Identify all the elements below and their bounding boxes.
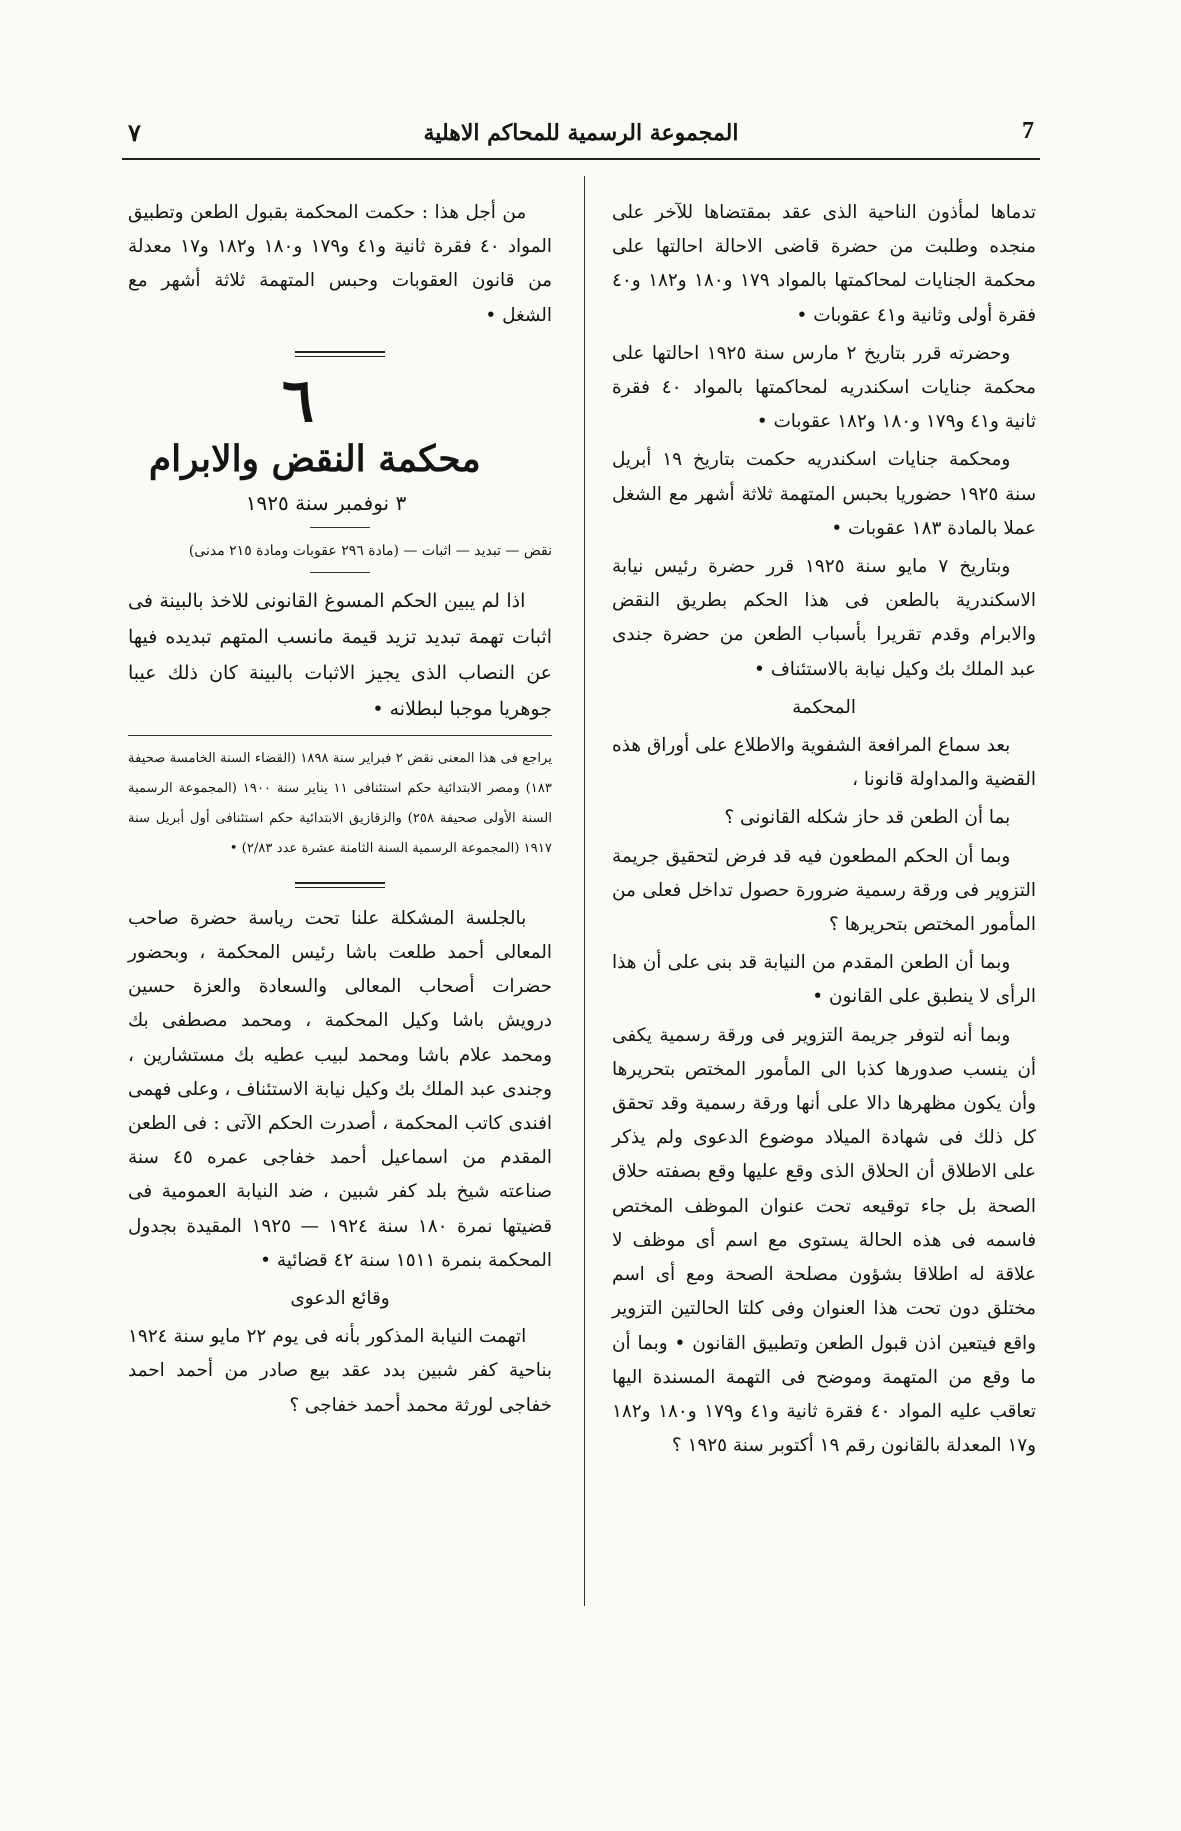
- paragraph: وبما أن الطعن المقدم من النيابة قد بنى على أن هذا الرأى لا ينطبق على القانون •: [612, 952, 1036, 1008]
- section-heading-facts: وقائع الدعوى: [290, 1288, 390, 1310]
- paragraph: ومحكمة جنايات اسكندريه حكمت بتاريخ ١٩ أبريل سنة ١٩٢٥ حضوريا بحبس المتهمة ثلاثة أشهر مع الشغل عملا بالمادة ١٨٣ عقوبات •: [612, 449, 1036, 539]
- footnote-rule: [128, 735, 552, 736]
- paragraph: بعد سماع المرافعة الشفوية والاطلاع على أوراق هذه القضية والمداولة قانونا ،: [612, 735, 1036, 791]
- column-divider: [584, 176, 585, 1606]
- paragraph: وبما أنه لتوفر جريمة التزوير فى ورقة رسمية يكفى أن ينسب صدورها كذبا الى المأمور المختص بتحريرها وأن يكون مظهرها دالا على أنها ورقة رسمية وقد تحقق كل ذلك فى شهادة الميلاد موضوع الدعوى ولم يذكر على الاطلاق أن الحلاق الذى وقع عليها وقع بصفته حلاق الصحة بل جاء توقيعه تحت عنوان الموظف المختص فاسمه فى هذه الحالة يستوى مع اسم أى موظف لا علاقة له اطلاقا بشؤون مصلحة الصحة ومع أى اسم مختلق دون تحت هذا العنوان وفى كلتا الحالتين التزوير واقع فيتعين اذن قبول الطعن وتطبيق القانون • وبما أن ما وقع من المتهمة وموضح فى التهمة المسندة اليها تعاقب عليه المواد ٤٠ فقرة ثانية و٤١ و١٧٩ و١٨٠ و١٨٢ و١٧ المعدلة بالقانون رقم ١٩ أكتوبر سنة ١٩٢٥ ؟: [612, 1024, 1036, 1457]
- case-number: ٦: [281, 365, 315, 436]
- page-number-arabic: ٧: [128, 118, 141, 147]
- paragraph: تدماها لمأذون الناحية الذى عقد بمقتضاها للآخر على منجده وطلبت من حضرة قاضى الاحالة احالتها على محكمة الجنايات لمحاكمتها بالمواد ١٧٩ و١٨٠ و١٨٢ و٤٠ فقرة أولى وثانية و٤١ عقوبات •: [612, 202, 1036, 326]
- case-date: ٣ نوفمبر سنة ١٩٢٥: [245, 490, 407, 515]
- page-number-latin: 7: [1022, 118, 1034, 144]
- running-title: المجموعة الرسمية للمحاكم الاهلية: [423, 120, 739, 146]
- short-rule: [310, 572, 370, 573]
- facts-paragraph: اتهمت النيابة المذكور بأنه فى يوم ٢٢ مايو سنة ١٩٢٤ بناحية كفر شبين بدد عقد بيع صادر من أحمد احمد خفاجى لورثة محمد أحمد خفاجى ؟: [128, 1326, 552, 1416]
- page-header: [122, 118, 1040, 160]
- section-separator: [295, 351, 385, 357]
- references-note: يراجع فى هذا المعنى نقض ٢ فبراير سنة ١٨٩٨ (القضاء السنة الخامسة صحيفة ١٨٣) ومصر الابتدائية حكم استئنافى ١١ يناير سنة ١٩٠٠ (المجموعة الرسمية السنة الأولى صحيفة ٢٥٨) والزقازيق الابتدائية حكم استئنافى أول أبريل سنة ١٩١٧ (المجموعة الرسمية السنة الثامنة عشرة عدد ٢/٨٣) •: [128, 750, 552, 856]
- paragraph: وبما أن الحكم المطعون فيه قد فرض لتحقيق جريمة التزوير فى ورقة رسمية ضرورة حصول تداخل فعلى من المأمور المختص بتحريرها ؟: [612, 845, 1036, 936]
- legal-principle: اذا لم يبين الحكم المسوغ القانونى للاخذ بالبينة فى اثبات تهمة تبديد تزيد قيمة مانسب المتهم تبديده فيها عن النصاب الذى يجيز الاثبات بالبينة كان ذلك عيبا جوهريا موجبا لبطلانه •: [128, 589, 552, 720]
- section-heading-court: المحكمة: [792, 696, 856, 718]
- paragraph: وبتاريخ ٧ مايو سنة ١٩٢٥ قرر حضرة رئيس نيابة الاسكندرية بالطعن فى هذا الحكم بطريق النقض والابرام وقدم تقريرا بأسباب الطعن من حضرة جندى عبد الملك بك وكيل نيابة بالاستئناف •: [612, 556, 1036, 680]
- section-separator: [295, 882, 385, 888]
- short-rule: [310, 527, 370, 528]
- court-name: محكمة النقض والابرام: [148, 437, 481, 480]
- left-column: [128, 196, 552, 1427]
- session-paragraph: بالجلسة المشكلة علنا تحت رياسة حضرة صاحب المعالى أحمد طلعت باشا رئيس المحكمة ، وبحضور حضرات أصحاب المعالى والسعادة والعزة حسين درويش باشا وكيل المحكمة ، ومحمد مصطفى بك ومحمد علام باشا ومحمد لبيب عطيه بك مستشارين ، وجندى عبد الملك بك وكيل نيابة الاستئناف ، وعلى فهمى افندى كاتب المحكمة ، أصدرت الحكم الآتى : فى الطعن المقدم من اسماعيل أحمد خفاجى عمره ٤٥ سنة صناعته شيخ بلد كفر شبين ، ضد النيابة العمومية فى قضيتها نمرة ١٨٠ سنة ١٩٢٤ — ١٩٢٥ المقيدة بجدول المحكمة بنمرة ١٥١١ سنة ٤٢ قضائية •: [128, 907, 552, 1271]
- paragraph: بما أن الطعن قد حاز شكله القانونى ؟: [724, 807, 1011, 829]
- judgment-conclusion: من أجل هذا : حكمت المحكمة بقبول الطعن وتطبيق المواد ٤٠ فقرة ثانية و٤١ و١٧٩ و١٨٠ و١٨٢ و١٧ معدلة من قانون العقوبات وحبس المتهمة ثلاثة أشهر مع الشغل •: [128, 202, 553, 326]
- right-column: [612, 196, 1036, 1467]
- case-keywords: نقض — تبديد — اثبات — (مادة ٢٩٦ عقوبات ومادة ٢١٥ مدنى): [188, 542, 552, 559]
- paragraph: وحضرته قرر بتاريخ ٢ مارس سنة ١٩٢٥ احالتها على محكمة جنايات اسكندريه لمحاكمتها بالمواد ٤٠ فقرة ثانية و٤١ و١٧٩ و١٨٠ و١٨٢ عقوبات •: [612, 342, 1036, 433]
